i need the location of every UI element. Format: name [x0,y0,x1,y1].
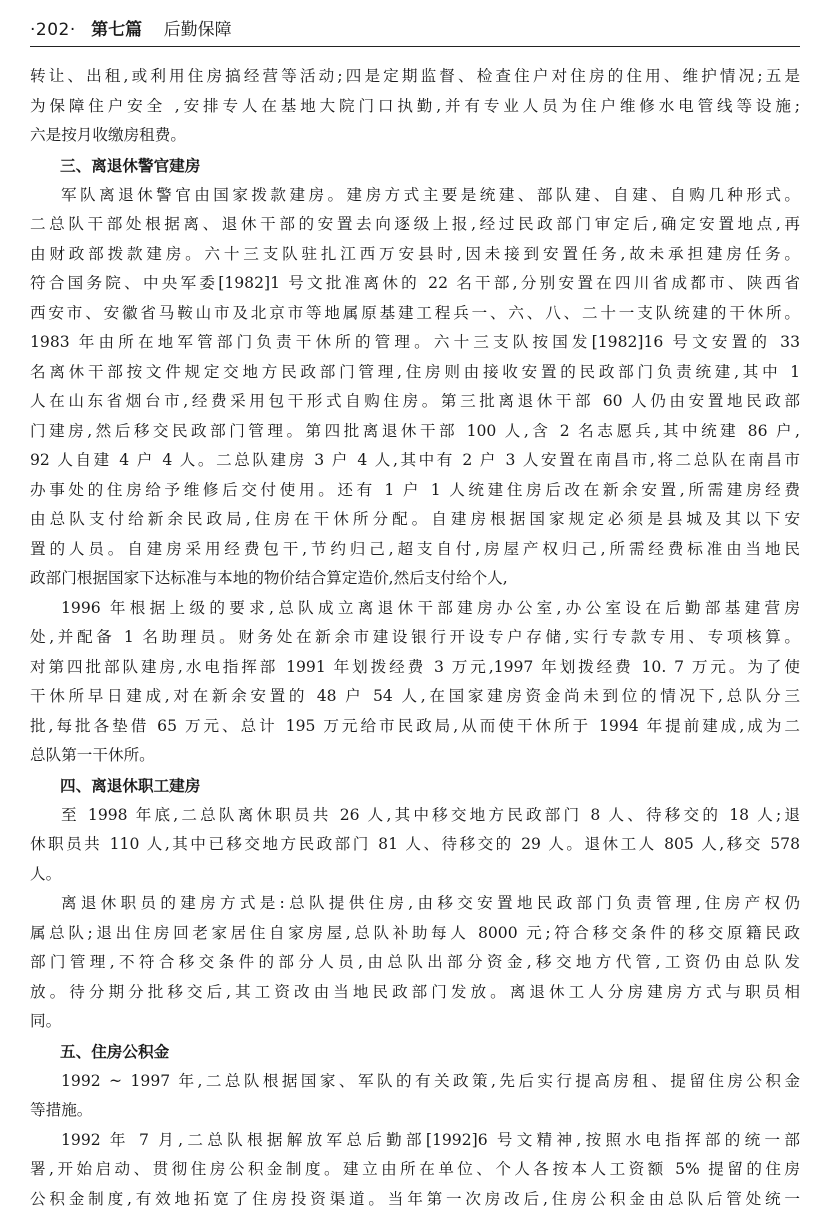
text-line: 人。 [30,860,800,890]
text-line: 由财政部拨款建房。六十三支队驻扎江西万安县时,因未接到安置任务,故未承担建房任务。 [30,240,800,270]
text-line: 转让、出租,或利用住房搞经营等活动;四是定期监督、检查住户对住房的住用、维护情况;五是 [30,62,800,92]
text-line: 符合国务院、中央军委[1982]1 号文批准离休的 22 名干部,分别安置在四川省成都市、陕西省 [30,269,800,299]
text-line: 为保障住户安全 ,安排专人在基地大院门口执勤,并有专业人员为住户维修水电管线等设施; [30,92,800,122]
running-header [30,14,800,47]
text-line: 由总队支付给新余民政局,住房在干休所分配。自建房根据国家规定必须是县城及其以下安 [30,505,800,535]
text-line: 批,每批各垫借 65 万元、总计 195 万元给市民政局,从而使干休所于 1994 年提前建成,成为二 [30,712,800,742]
document-body [30,62,800,1214]
text-line: 军队离退休警官由国家拨款建房。建房方式主要是统建、部队建、自建、自购几种形式。 [30,181,800,211]
text-line: 西安市、安徽省马鞍山市及北京市等地属原基建工程兵一、六、八、二十一支队统建的干休所。 [30,299,800,329]
text-line: 同。 [30,1007,800,1037]
section-heading: 五、住房公积金 [30,1037,800,1067]
text-line: 1996 年根据上级的要求,总队成立离退休干部建房办公室,办公室设在后勤部基建营房 [30,594,800,624]
text-line: 1992 年 7 月,二总队根据解放军总后勤部[1992]6 号文精神,按照水电指挥部的统一部 [30,1126,800,1156]
text-line: 等措施。 [30,1096,800,1126]
text-line: 1992 ~ 1997 年,二总队根据国家、军队的有关政策,先后实行提高房租、提留住房公积金 [30,1067,800,1097]
text-line: 门建房,然后移交民政部门管理。第四批离退休干部 100 人,含 2 名志愿兵,其中统建 86 户, [30,417,800,447]
text-line: 公积金制度,有效地拓宽了住房投资渠道。当年第一次房改后,住房公积金由总队后管处统一 [30,1185,800,1214]
chapter-title: 后勤保障 [164,20,232,40]
section-heading: 三、离退休警官建房 [30,151,800,181]
page-number: ·202· [30,20,76,40]
text-line: 部门管理,不符合移交条件的部分人员,由总队出部分资金,移交地方代管,工资仍由总队发 [30,948,800,978]
text-line: 对第四批部队建房,水电指挥部 1991 年划拨经费 3 万元,1997 年划拨经费 10. 7 万元。为了使 [30,653,800,683]
part-title: 第七篇 [91,20,142,40]
text-line: 属总队;退出住房回老家居住自家房屋,总队补助每人 8000 元;符合移交条件的移交原籍民政 [30,919,800,949]
text-line: 名离休干部按文件规定交地方民政部门管理,住房则由接收安置的民政部门负责统建,其中 1 [30,358,800,388]
section-heading: 四、离退休职工建房 [30,771,800,801]
text-line: 离退休职员的建房方式是:总队提供住房,由移交安置地民政部门负责管理,住房产权仍 [30,889,800,919]
text-line: 署,开始启动、贯彻住房公积金制度。建立由所在单位、个人各按本人工资额 5% 提留的住房 [30,1155,800,1185]
text-line: 1983 年由所在地军管部门负责干休所的管理。六十三支队按国发[1982]16 号文安置的 33 [30,328,800,358]
text-line: 放。待分期分批移交后,其工资改由当地民政部门发放。离退休工人分房建房方式与职员相 [30,978,800,1008]
text-line: 置的人员。自建房采用经费包干,节约归己,超支自付,房屋产权归己,所需经费标准由当地民 [30,535,800,565]
text-line: 政部门根据国家下达标准与本地的物价结合算定造价,然后支付给个人, [30,564,800,594]
text-line: 92 人自建 4 户 4 人。二总队建房 3 户 4 人,其中有 2 户 3 人安置在南昌市,将二总队在南昌市 [30,446,800,476]
text-line: 办事处的住房给予维修后交付使用。还有 1 户 1 人统建住房后改在新余安置,所需建房经费 [30,476,800,506]
text-line: 总队第一干休所。 [30,741,800,771]
text-line: 干休所早日建成,对在新余安置的 48 户 54 人,在国家建房资金尚未到位的情况下,总队分三 [30,682,800,712]
text-line: 六是按月收缴房租费。 [30,121,800,151]
text-line: 人在山东省烟台市,经费采用包干形式自购住房。第三批离退休干部 60 人仍由安置地民政部 [30,387,800,417]
text-line: 二总队干部处根据离、退休干部的安置去向逐级上报,经过民政部门审定后,确定安置地点,再 [30,210,800,240]
text-line: 至 1998 年底,二总队离休职员共 26 人,其中移交地方民政部门 8 人、待移交的 18 人;退 [30,801,800,831]
text-line: 处,并配备 1 名助理员。财务处在新余市建设银行开设专户存储,实行专款专用、专项核算。 [30,623,800,653]
text-line: 休职员共 110 人,其中已移交地方民政部门 81 人、待移交的 29 人。退休工人 805 人,移交 578 [30,830,800,860]
